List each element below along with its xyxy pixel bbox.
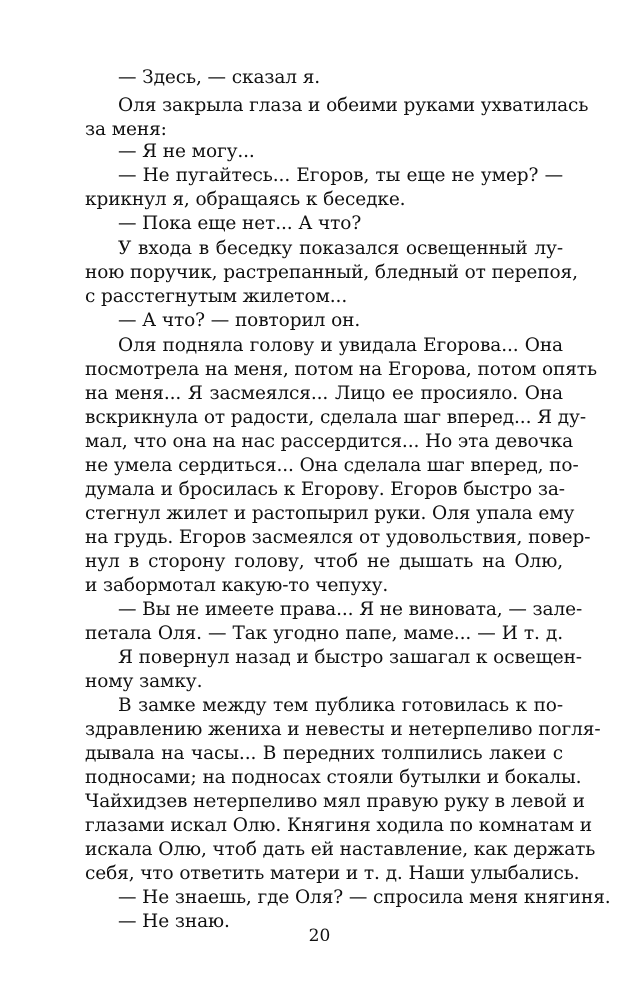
text-line: — Пока еще нет... А что?	[118, 213, 362, 234]
text-line: ною поручик, растрепанный, бледный от перепоя,	[85, 262, 578, 283]
text-line: В замке между тем публика готовилась к по-	[118, 695, 563, 716]
text-line: себя, что ответить матери и т. д. Наши улыбались.	[85, 863, 580, 884]
text-line: здравлению жениха и невесты и нетерпеливо погля-	[85, 719, 601, 740]
text-line: — Вы не имеете права... Я не виновата, — зале-	[118, 599, 583, 620]
text-line: У входа в беседку показался освещенный лу-	[118, 238, 563, 259]
text-line: Я повернул назад и быстро зашагал к освещен-	[118, 647, 582, 668]
text-line: — Я не могу...	[118, 141, 255, 162]
text-line: Оля закрыла глаза и обеими руками ухватилась	[118, 95, 589, 116]
text-line: подносами; на подносах стояли бутылки и бокалы.	[85, 767, 582, 788]
text-line: — А что? — повторил он.	[118, 310, 361, 331]
text-line: думала и бросилась к Егорову. Егоров быстро за-	[85, 479, 565, 500]
text-line: глазами искал Олю. Княгиня ходила по комнатам и	[85, 815, 593, 836]
text-line: посмотрела на меня, потом на Егорова, потом опять	[85, 359, 597, 380]
text-line: Чайхидзев нетерпеливо мял правую руку в левой и	[85, 791, 585, 812]
text-line: дывала на часы... В передних толпились лакеи с	[85, 743, 563, 764]
text-line: с расстегнутым жилетом...	[85, 286, 348, 307]
text-line: — Не пугайтесь... Егоров, ты еще не умер? —	[118, 165, 563, 186]
text-line: и забормотал какую-то чепуху.	[85, 575, 389, 596]
text-line: на меня... Я засмеялся... Лицо ее просияло. Она	[85, 383, 563, 404]
text-line: мал, что она на нас рассердится... Но эта девочка	[85, 431, 574, 452]
text-line: вскрикнула от радости, сделала шаг вперед... Я ду-	[85, 407, 586, 428]
text-line: нул в сторону голову, чтоб не дышать на Олю,	[85, 551, 563, 572]
text-line: на грудь. Егоров засмеялся от удовольствия, повер-	[85, 527, 591, 548]
text-line: — Здесь, — сказал я.	[118, 67, 321, 88]
text-line: за меня:	[85, 119, 167, 140]
text-line: искала Олю, чтоб дать ей наставление, как держать	[85, 839, 596, 860]
page-number: 20	[308, 926, 331, 946]
text-line: крикнул я, обращаясь к беседке.	[85, 189, 406, 210]
text-line: Оля подняла голову и увидала Егорова... Она	[118, 335, 563, 356]
text-line: — Не знаешь, где Оля? — спросила меня княгиня.	[118, 887, 611, 908]
text-line: петала Оля. — Так угодно папе, маме... — И т. д.	[85, 623, 563, 644]
text-line: ному замку.	[85, 671, 203, 692]
text-line: — Не знаю.	[118, 911, 230, 932]
text-line: не умела сердиться... Она сделала шаг вперед, по-	[85, 455, 579, 476]
text-line: стегнул жилет и растопырил руки. Оля упала ему	[85, 503, 575, 524]
